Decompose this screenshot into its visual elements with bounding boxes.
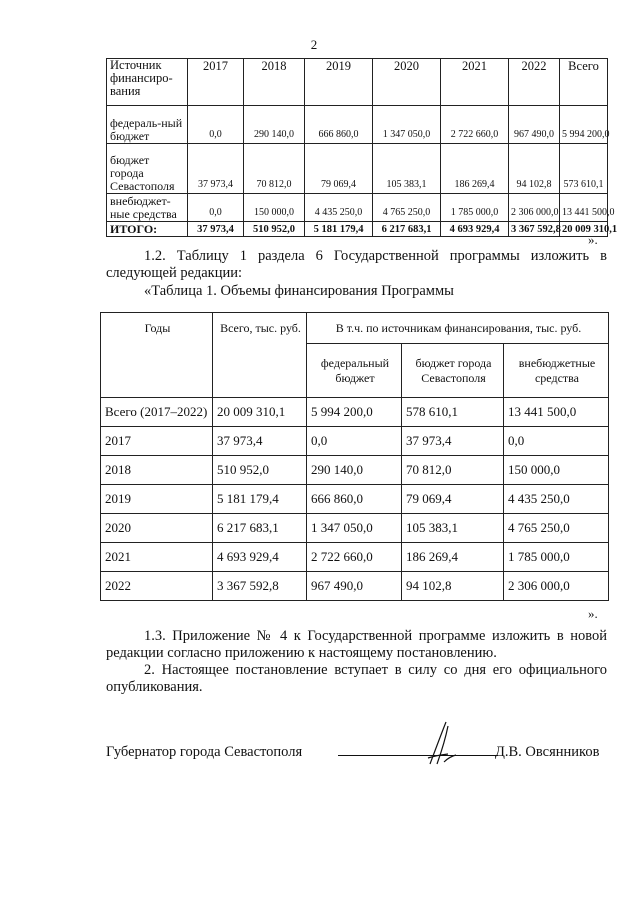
- program-funding-table: [100, 312, 609, 601]
- cell-value: 5 181 179,4: [213, 485, 307, 514]
- cell-value: 510 952,0: [213, 456, 307, 485]
- cell-value: 94 102,8: [402, 572, 504, 601]
- cell-value: 0,0: [307, 427, 402, 456]
- paragraph-1-2: 1.2. Таблицу 1 раздела 6 Государственной программы изложить в следующей редакции:: [106, 248, 607, 281]
- table2-row: [101, 427, 609, 456]
- total-label: ИТОГО:: [107, 222, 188, 237]
- table1-header-row: [107, 59, 608, 106]
- row-source: федераль-ный бюджет: [107, 106, 188, 144]
- page-number: 2: [310, 37, 318, 52]
- cell-value: 20 009 310,1: [213, 398, 307, 427]
- table2-row: [101, 398, 609, 427]
- header-years: Годы: [101, 313, 213, 398]
- total-value: 37 973,4: [188, 222, 244, 237]
- table2-row: [101, 485, 609, 514]
- subheader-city: бюджет города Севастополя: [402, 344, 504, 398]
- header-col: 2017: [188, 59, 244, 106]
- cell-value: 290 140,0: [244, 106, 305, 144]
- row-year: Всего (2017–2022): [101, 398, 213, 427]
- cell-value: 2 722 660,0: [307, 543, 402, 572]
- header-by-source: В т.ч. по источникам финансирования, тыс. руб.: [307, 313, 609, 344]
- cell-value: 186 269,4: [441, 144, 509, 194]
- cell-value: 4 693 929,4: [213, 543, 307, 572]
- table1-closing-quote: ».: [588, 232, 598, 247]
- row-year: 2021: [101, 543, 213, 572]
- cell-value: 13 441 500,0: [560, 194, 608, 222]
- header-col: Всего: [560, 59, 608, 106]
- cell-value: 105 383,1: [373, 144, 441, 194]
- row-year: 2018: [101, 456, 213, 485]
- cell-value: 578 610,1: [402, 398, 504, 427]
- cell-value: 1 785 000,0: [441, 194, 509, 222]
- financing-sources-table: [106, 58, 618, 237]
- cell-value: 150 000,0: [244, 194, 305, 222]
- subheader-extrabudget: внебюджетные средства: [504, 344, 609, 398]
- row-year: 2020: [101, 514, 213, 543]
- table2-row: [101, 456, 609, 485]
- cell-value: 6 217 683,1: [213, 514, 307, 543]
- cell-value: 70 812,0: [244, 144, 305, 194]
- cell-value: 4 765 250,0: [504, 514, 609, 543]
- total-value: 5 181 179,4: [305, 222, 373, 237]
- cell-value: 967 490,0: [509, 106, 560, 144]
- table2-closing-quote: ».: [588, 606, 598, 621]
- row-year: 2017: [101, 427, 213, 456]
- row-year: 2019: [101, 485, 213, 514]
- cell-value: 0,0: [188, 106, 244, 144]
- cell-value: 79 069,4: [402, 485, 504, 514]
- cell-value: 94 102,8: [509, 144, 560, 194]
- header-col: 2022: [509, 59, 560, 106]
- table1-total-row: [107, 222, 608, 237]
- cell-value: 0,0: [188, 194, 244, 222]
- cell-value: 186 269,4: [402, 543, 504, 572]
- total-value: 20 009 310,1: [560, 222, 608, 237]
- total-value: 3 367 592,8: [509, 222, 560, 237]
- header-source: Источник финансиро-вания: [107, 59, 188, 106]
- signatory-title: Губернатор города Севастополя: [106, 744, 303, 760]
- signatory-name: Д.В. Овсянников: [495, 744, 600, 760]
- cell-value: 5 994 200,0: [560, 106, 608, 144]
- cell-value: 573 610,1: [560, 144, 608, 194]
- cell-value: 70 812,0: [402, 456, 504, 485]
- cell-value: 37 973,4: [402, 427, 504, 456]
- cell-value: 37 973,4: [213, 427, 307, 456]
- paragraph-1-3: 1.3. Приложение № 4 к Государственной программе изложить в новой редакции согласно приложению к настоящему постановлению.: [106, 628, 607, 661]
- table2-row: [101, 543, 609, 572]
- paragraph-2: 2. Настоящее постановление вступает в силу со дня его официального опубликования.: [106, 662, 607, 695]
- cell-value: 105 383,1: [402, 514, 504, 543]
- handwritten-signature: [410, 718, 480, 768]
- cell-value: 4 435 250,0: [305, 194, 373, 222]
- row-source: бюджет города Севастополя: [107, 144, 188, 194]
- cell-value: 2 306 000,0: [509, 194, 560, 222]
- cell-value: 3 367 592,8: [213, 572, 307, 601]
- cell-value: 666 860,0: [307, 485, 402, 514]
- table2-title: «Таблица 1. Объемы финансирования Программы: [144, 283, 454, 299]
- cell-value: 5 994 200,0: [307, 398, 402, 427]
- cell-value: 37 973,4: [188, 144, 244, 194]
- cell-value: 2 722 660,0: [441, 106, 509, 144]
- table2-row: [101, 514, 609, 543]
- cell-value: 967 490,0: [307, 572, 402, 601]
- cell-value: 0,0: [504, 427, 609, 456]
- total-value: 510 952,0: [244, 222, 305, 237]
- table1-row: [107, 106, 608, 144]
- header-col: 2020: [373, 59, 441, 106]
- subheader-federal: федеральный бюджет: [307, 344, 402, 398]
- cell-value: 150 000,0: [504, 456, 609, 485]
- cell-value: 13 441 500,0: [504, 398, 609, 427]
- header-col: 2021: [441, 59, 509, 106]
- cell-value: 666 860,0: [305, 106, 373, 144]
- row-year: 2022: [101, 572, 213, 601]
- cell-value: 2 306 000,0: [504, 572, 609, 601]
- cell-value: 290 140,0: [307, 456, 402, 485]
- header-col: 2019: [305, 59, 373, 106]
- header-col: 2018: [244, 59, 305, 106]
- cell-value: 1 347 050,0: [307, 514, 402, 543]
- row-source: внебюджет-ные средства: [107, 194, 188, 222]
- total-value: 6 217 683,1: [373, 222, 441, 237]
- cell-value: 1 347 050,0: [373, 106, 441, 144]
- cell-value: 4 765 250,0: [373, 194, 441, 222]
- table1-row: [107, 194, 608, 222]
- table2-header-row: [101, 313, 609, 344]
- table2-row: [101, 572, 609, 601]
- table1-row: [107, 144, 608, 194]
- total-value: 4 693 929,4: [441, 222, 509, 237]
- cell-value: 79 069,4: [305, 144, 373, 194]
- header-total: Всего, тыс. руб.: [213, 313, 307, 398]
- cell-value: 4 435 250,0: [504, 485, 609, 514]
- cell-value: 1 785 000,0: [504, 543, 609, 572]
